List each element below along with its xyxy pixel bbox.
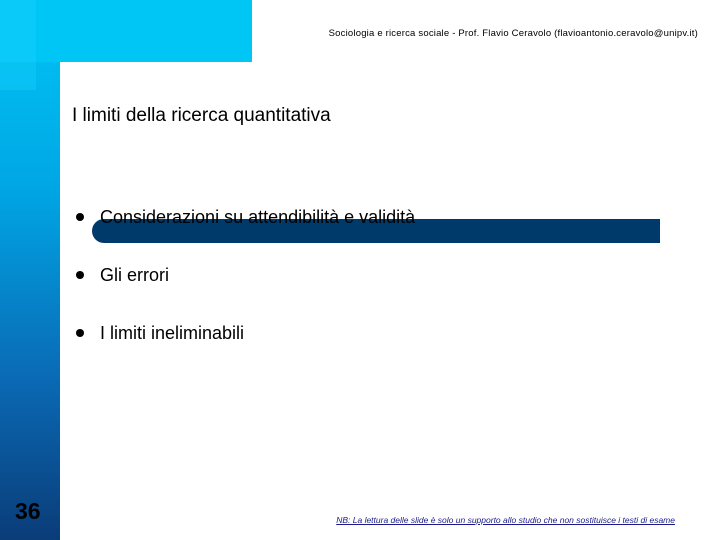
slide-title: I limiti della ricerca quantitativa <box>72 105 331 126</box>
bullet-dot-icon <box>76 329 84 337</box>
bullet-item <box>72 304 415 362</box>
bullet-item <box>72 246 415 304</box>
bullet-text: Gli errori <box>100 264 170 285</box>
bullet-dot-icon <box>76 271 84 279</box>
bullet-list <box>72 188 415 362</box>
bullet-dot-icon <box>76 213 84 221</box>
bullet-text: I limiti ineliminabili <box>100 322 245 343</box>
top-accent-band <box>0 0 252 62</box>
bullet-item <box>72 188 415 246</box>
footer-disclaimer-link[interactable]: NB: La lettura delle slide è solo un supporto allo studio che non sostituisce i testi di esame <box>336 515 675 525</box>
top-accent-highlight <box>0 0 36 90</box>
page-number: 36 <box>15 498 41 524</box>
bullet-text: Considerazioni su attendibilità e validità <box>100 206 416 227</box>
course-header: Sociologia e ricerca sociale - Prof. Flavio Ceravolo (flavioantonio.ceravolo@unipv.it) <box>328 28 698 39</box>
